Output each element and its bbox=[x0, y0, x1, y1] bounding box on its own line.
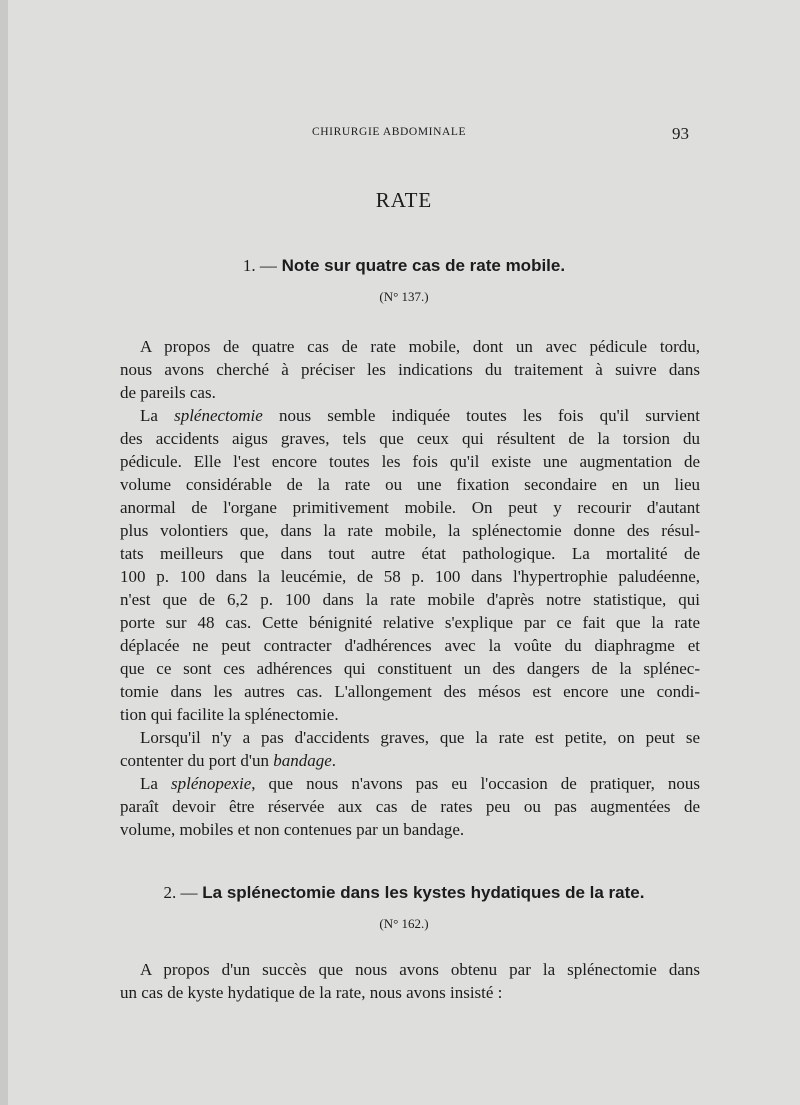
text-line: un cas de kyste hydatique de la rate, nous avons insisté : bbox=[120, 983, 503, 1002]
text-line: n'est que de 6,2 p. 100 dans la rate mobile d'après notre statistique, qui bbox=[120, 590, 700, 609]
text-run: La bbox=[140, 774, 171, 793]
text-line: nous avons cherché à préciser les indications du traitement à suivre dans bbox=[120, 360, 700, 379]
article-1-paragraph-1 bbox=[120, 335, 700, 404]
text-line: paraît devoir être réservée aux cas de rates peu ou pas augmentées de bbox=[120, 797, 700, 816]
running-header-title: CHIRURGIE ABDOMINALE bbox=[312, 126, 467, 138]
article-1-paragraph-3 bbox=[120, 726, 700, 772]
article-2-heading bbox=[8, 883, 800, 903]
text-run: . bbox=[331, 751, 336, 770]
text-run: La bbox=[140, 406, 175, 425]
text-line: tats meilleurs que dans tout autre état pathologique. La mortalité de bbox=[120, 544, 700, 563]
article-2-title: La splénectomie dans les kystes hydatiques de la rate. bbox=[202, 883, 645, 902]
text-line: plus volontiers que, dans la rate mobile, la splénectomie donne des résul- bbox=[120, 521, 700, 540]
book-page bbox=[8, 0, 800, 1105]
page-number: 93 bbox=[672, 124, 689, 143]
article-2-paragraph-1 bbox=[120, 958, 700, 1004]
text-line: de pareils cas. bbox=[120, 383, 216, 402]
text-line: des accidents aigus graves, tels que ceux qui résultent de la torsion du bbox=[120, 429, 700, 448]
article-1-number: 1. — bbox=[242, 256, 277, 275]
text-line bbox=[120, 749, 700, 772]
text-line: tion qui facilite la splénectomie. bbox=[120, 705, 339, 724]
article-2-number: 2. — bbox=[163, 883, 198, 902]
article-1-paragraph-2 bbox=[120, 404, 700, 726]
text-line: 100 p. 100 dans la leucémie, de 58 p. 100 dans l'hypertrophie paludéenne, bbox=[120, 567, 700, 586]
text-line: déplacée ne peut contracter d'adhérences avec la voûte du diaphragme et bbox=[120, 636, 700, 655]
text-run: contenter du port d'un bbox=[120, 751, 274, 770]
article-1-paragraph-4 bbox=[120, 772, 700, 841]
text-run: nous semble indiquée toutes les fois qu'il survient bbox=[262, 406, 701, 425]
italic-term: splénectomie bbox=[174, 406, 263, 425]
text-line: A propos d'un succès que nous avons obtenu par la splénectomie dans bbox=[140, 960, 700, 979]
text-line: tomie dans les autres cas. L'allongement des mésos est encore une condi- bbox=[120, 682, 700, 701]
text-line: volume, mobiles et non contenues par un bandage. bbox=[120, 820, 465, 839]
article-1-reference: (N° 137.) bbox=[379, 289, 429, 304]
text-line: A propos de quatre cas de rate mobile, dont un avec pédicule tordu, bbox=[140, 337, 700, 356]
text-line: porte sur 48 cas. Cette bénignité relative s'explique par ce fait que la rate bbox=[120, 613, 700, 632]
section-title: RATE bbox=[375, 188, 433, 212]
text-line: volume considérable de la rate ou une fixation secondaire en un lieu bbox=[120, 475, 700, 494]
article-1-title: Note sur quatre cas de rate mobile. bbox=[281, 256, 566, 275]
italic-term: bandage bbox=[273, 751, 332, 770]
italic-term: splénopexie bbox=[171, 774, 252, 793]
article-2-reference: (N° 162.) bbox=[379, 916, 429, 931]
text-line bbox=[120, 772, 700, 795]
text-line bbox=[120, 404, 700, 427]
text-line: pédicule. Elle l'est encore toutes les fois qu'il existe une augmentation de bbox=[120, 452, 700, 471]
text-line: anormal de l'organe primitivement mobile. On peut y recourir d'autant bbox=[120, 498, 700, 517]
article-1-heading bbox=[8, 256, 800, 276]
running-header bbox=[8, 124, 800, 144]
text-line: Lorsqu'il n'y a pas d'accidents graves, que la rate est petite, on peut se bbox=[140, 728, 700, 747]
text-run: , que nous n'avons pas eu l'occasion de pratiquer, nous bbox=[251, 774, 700, 793]
text-line: que ce sont ces adhérences qui constituent un des dangers de la splénec- bbox=[120, 659, 700, 678]
